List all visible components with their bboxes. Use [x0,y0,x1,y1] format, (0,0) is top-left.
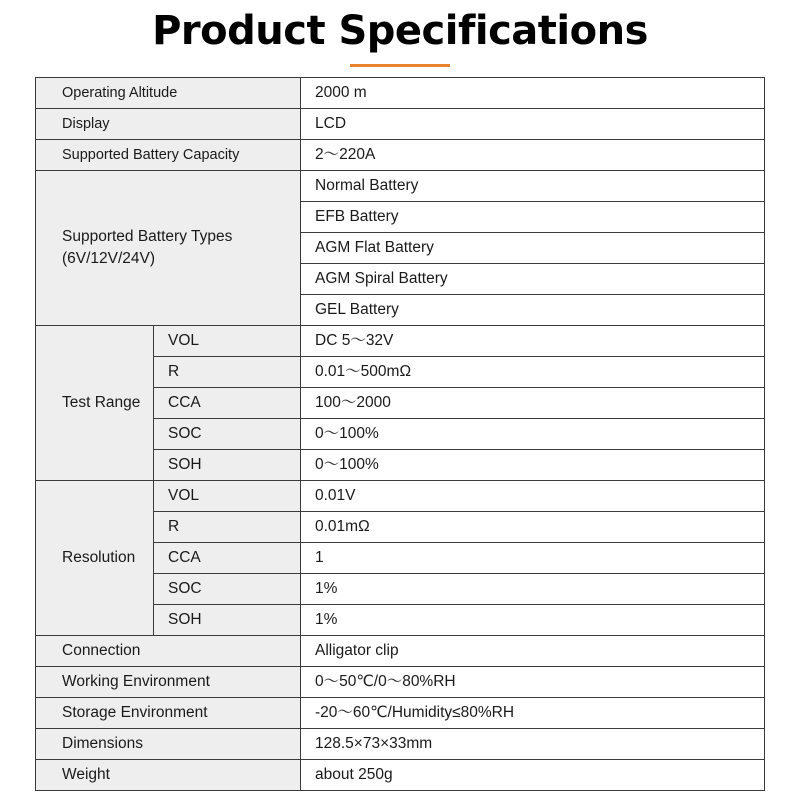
table-row [36,78,765,109]
spec-label: Working Environment [36,667,301,698]
title-underline [350,64,450,67]
spec-value: about 250g [301,760,765,791]
spec-table [35,77,765,791]
spec-value: 1% [301,605,765,636]
table-row [36,667,765,698]
spec-sublabel: R [154,357,301,388]
spec-label-line: Supported Battery Types [62,228,233,245]
spec-sublabel: SOC [154,574,301,605]
spec-value: 0.01mΩ [301,512,765,543]
spec-label: Dimensions [36,729,301,760]
spec-value: GEL Battery [301,295,765,326]
spec-sublabel: SOC [154,419,301,450]
spec-value: AGM Spiral Battery [301,264,765,295]
table-row [36,140,765,171]
table-row [36,171,765,202]
spec-value: AGM Flat Battery [301,233,765,264]
spec-label: Operating Altitude [36,78,301,109]
table-row [36,760,765,791]
spec-sublabel: VOL [154,481,301,512]
table-row [36,109,765,140]
spec-label: Display [36,109,301,140]
spec-value: 0.01V [301,481,765,512]
spec-value: 0.01～500mΩ [301,357,765,388]
spec-value: DC 5～32V [301,326,765,357]
table-row [36,326,765,357]
spec-label: Storage Environment [36,698,301,729]
spec-label: Supported Battery Capacity [36,140,301,171]
spec-value: EFB Battery [301,202,765,233]
spec-value: 0～50℃/0～80%RH [301,667,765,698]
spec-value: 0～100% [301,450,765,481]
spec-sublabel: R [154,512,301,543]
spec-sublabel: SOH [154,450,301,481]
spec-sublabel: CCA [154,388,301,419]
table-row [36,636,765,667]
spec-value: 1 [301,543,765,574]
spec-label-battery-types [36,171,301,326]
spec-label: Weight [36,760,301,791]
table-row [36,481,765,512]
spec-value: 2000 m [301,78,765,109]
spec-sublabel: VOL [154,326,301,357]
spec-label: Connection [36,636,301,667]
spec-label-resolution: Resolution [36,481,154,636]
page-title: Product Specifications [152,8,648,54]
spec-sublabel: SOH [154,605,301,636]
table-row [36,729,765,760]
spec-value: Normal Battery [301,171,765,202]
spec-value: 100～2000 [301,388,765,419]
spec-value: LCD [301,109,765,140]
spec-value: 1% [301,574,765,605]
spec-value: 2～220A [301,140,765,171]
spec-value: -20～60℃/Humidity≤80%RH [301,698,765,729]
spec-value: Alligator clip [301,636,765,667]
spec-value: 128.5×73×33mm [301,729,765,760]
spec-label-line: (6V/12V/24V) [62,250,156,267]
spec-value: 0～100% [301,419,765,450]
spec-sublabel: CCA [154,543,301,574]
table-row [36,698,765,729]
spec-label-test-range: Test Range [36,326,154,481]
